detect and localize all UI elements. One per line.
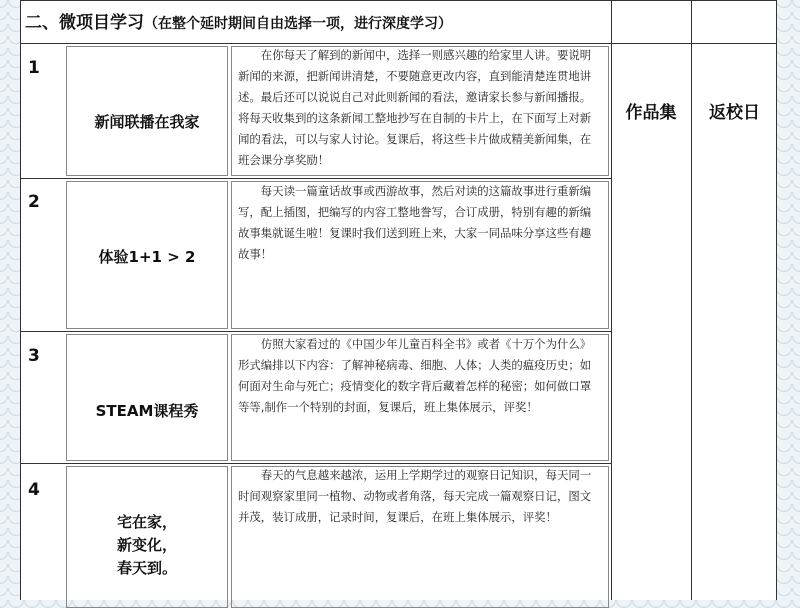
row-divider: [21, 331, 611, 332]
project-title: 体验1+1 > 2: [98, 248, 196, 266]
section-title: 二、微项目学习: [25, 13, 144, 33]
project-title-cell: [66, 466, 228, 608]
project-title: [67, 511, 227, 580]
project-description-cell: [231, 334, 609, 461]
row-divider: [21, 178, 611, 179]
works-column-label: 作品集: [625, 103, 677, 123]
row-number: 2: [28, 192, 40, 212]
worksheet-table: [20, 0, 777, 600]
table-header-divider: [21, 43, 776, 44]
project-title-cell: [66, 181, 228, 329]
column-divider: [611, 0, 612, 600]
column-divider: [691, 0, 692, 600]
project-description: 在你每天了解到的新闻中，选择一则感兴趣的给家里人讲。要说明新闻的来源，把新闻讲清楚，不要随意更改内容，直到能清楚连贯地讲述。最后还可以说说自己对此则新闻的看法，邀请家长参与新闻播报。将每天收集到的这条新闻工整地抄写在自制的卡片上，在下面写上对新闻的看法，可以与家人讨论。复课后，将这些卡片做成精美新闻集，在班会课分享奖励！: [238, 48, 592, 167]
project-description: 春天的气息越来越浓，运用上学期学过的观察日记知识，每天同一时间观察家里同一植物、动物或者角落，每天完成一篇观察日记，图文并茂，装订成册，记录时间，复课后，在班上集体展示，评奖！: [238, 468, 592, 524]
project-description: 每天读一篇童话故事或西游故事，然后对读的这篇故事进行重新编写，配上插图，把编写的内容工整地誊写，合订成册，特别有趣的新编故事集就诞生啦！复课时我们送到班上来，大家一同品味分享这些有趣故事！: [238, 184, 592, 261]
project-title-cell: [66, 334, 228, 461]
row-number: 3: [28, 346, 40, 366]
project-title: STEAM课程秀: [95, 402, 199, 420]
row-divider: [21, 463, 611, 464]
project-title: 新闻联播在我家: [94, 113, 200, 131]
project-title-line: 新变化，: [116, 536, 177, 554]
row-number: 4: [28, 480, 40, 500]
project-description: 仿照大家看过的《中国少年儿童百科全书》或者《十万个为什么》形式编排以下内容：了解神秘病毒、细胞、人体；人类的瘟疫历史；如何面对生命与死亡；疫情变化的数字背后藏着怎样的秘密；如何做口罩等等,制作一个特别的封面，复课后，班上集体展示，评奖！: [238, 337, 592, 414]
row-number: 1: [28, 58, 40, 78]
return-day-column-label: 返校日: [709, 103, 760, 123]
project-description-cell: [231, 46, 609, 176]
project-title-cell: [66, 46, 228, 176]
project-title-line: 春天到。: [116, 559, 177, 577]
project-description-cell: [231, 181, 609, 329]
project-description-cell: [231, 466, 609, 608]
project-title-line: 宅在家，: [116, 513, 177, 531]
table-border-top: [21, 0, 776, 1]
section-subtitle: （在整个延时期间自由选择一项，进行深度学习）: [144, 16, 452, 32]
section-header: [25, 8, 585, 36]
